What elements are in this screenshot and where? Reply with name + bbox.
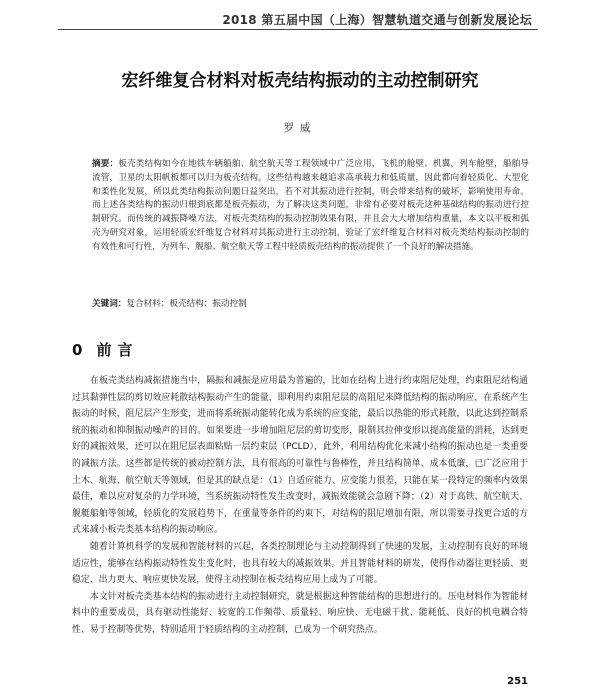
author-name: 罗威: [283, 122, 317, 134]
body-paragraph-1: 在板壳类结构减振措施当中，隔振和减振是应用最为普遍的，比如在结构上进行约束阻尼处理，约束阻尼结构通过其黏弹性层的剪切效应耗散结构振动产生的能量，即利用约束阻尼层的高阻尼来降低结构的振动响应，在系统产生振动的时候，阻尼层产生形变，进而将系统振动能转化成为系统的应变能，最后以热能的形式耗散，以此达到控制系统的振动和抑制振动噪声的目的。如果要进一步增加阻尼层的剪切变形，限制其拉伸变形以提高能量的消耗，达到更好的减振效果，还可以在阻尼层表面粘贴一层约束层（PCLD），此外，利用结构优化来减小结构的振动也是一类重要的减振方法。这些都是传统的被动控制方法，具有很高的可靠性与鲁棒性，并且结构简单、成本低廉，已广泛应用于土木、航海、航空航天等领域，但是其的缺点是：（1）自适应能力、应变能力很差，只能在某一段特定的频率内效果最佳，难以应对复杂的力学环境，当系统振动特性发生改变时，减振效能就会急剧下降；（2）对于高铁、航空航天、舰艇船舶等领域，轻质化的发展趋势下，在重量等条件的约束下，对结构的阻尼增加有限，所以需要寻找更合适的方式来减小板壳类基本结构的振动响应。: [72, 376, 528, 536]
abstract-label: 摘要：: [92, 159, 119, 169]
keywords: [92, 297, 529, 309]
page-number: 251: [507, 676, 528, 687]
keywords-label: 关键词：: [92, 299, 127, 309]
section-title: 前言: [96, 341, 139, 359]
keywords-text: 复合材料；板壳结构；振动控制: [126, 299, 247, 309]
body-text: [72, 373, 528, 639]
running-header: [0, 0, 600, 32]
body-paragraph-3: 本文针对板壳类基本结构的振动进行主动控制研究，就是根据这种智能结构的思想进行的。压电材料作为智能材料中的重要成员，具有驱动性能好、较宽的工作频带、质量轻、响应快、无电磁干扰、能耗低、良好的机电耦合特性、易于控制等优势，特别适用于轻质结构的主动控制，已成为一个研究热点。: [72, 591, 528, 635]
header-rule: [58, 29, 538, 30]
section-heading: [72, 339, 138, 360]
paper-title: 宏纤维复合材料对板壳结构振动的主动控制研究: [121, 71, 479, 91]
abstract: [92, 158, 529, 255]
body-paragraph-2: 随着计算机科学的发展和智能材料的兴起，各类控制理论与主动控制得到了快速的发展，主动控制有良好的环境适应性，能够在结构振动特性发生变化时，也具有较大的减振效果。并且智能材料的研发，使得作动器往更轻质、更稳定、出力更大、响应更快发展，使得主动控制在板壳结构应用上成为了可能。: [72, 541, 528, 586]
section-number: 0: [72, 341, 83, 359]
abstract-text: 板壳类结构如今在地铁车辆船舶、航空航天等工程领域中广泛应用，飞机的舱壁、机翼，列车舱壁，船舶导流管，卫星的太阳帆板都可以归为板壳结构。这些结构越来越追求高承载力和低质量，因此都向着轻质化、大型化和柔性化发展，所以此类结构振动问题日益突出，若不对其振动进行控制，则会带来结构的破坏，影响使用寿命。而上述各类结构的振动归根到底都是板壳振动，为了解决这类问题，非常有必要对板壳这种基础结构的振动进行控制研究。而传统的减振降噪方法，对板壳类结构的振动控制效果有限，并且会大大增加结构重量，本文以平板和弧壳为研究对象，运用轻质宏纤维复合材料对其振动进行主动控制，验证了宏纤维复合材料对板壳类结构振动控制的有效性和可行性，为列车、舰船、航空航天等工程中轻质板壳结构的振动提供了一个良好的解决措施。: [92, 159, 529, 252]
running-head-text: 2018 第五届中国（上海）智慧轨道交通与创新发展论坛: [222, 13, 532, 27]
